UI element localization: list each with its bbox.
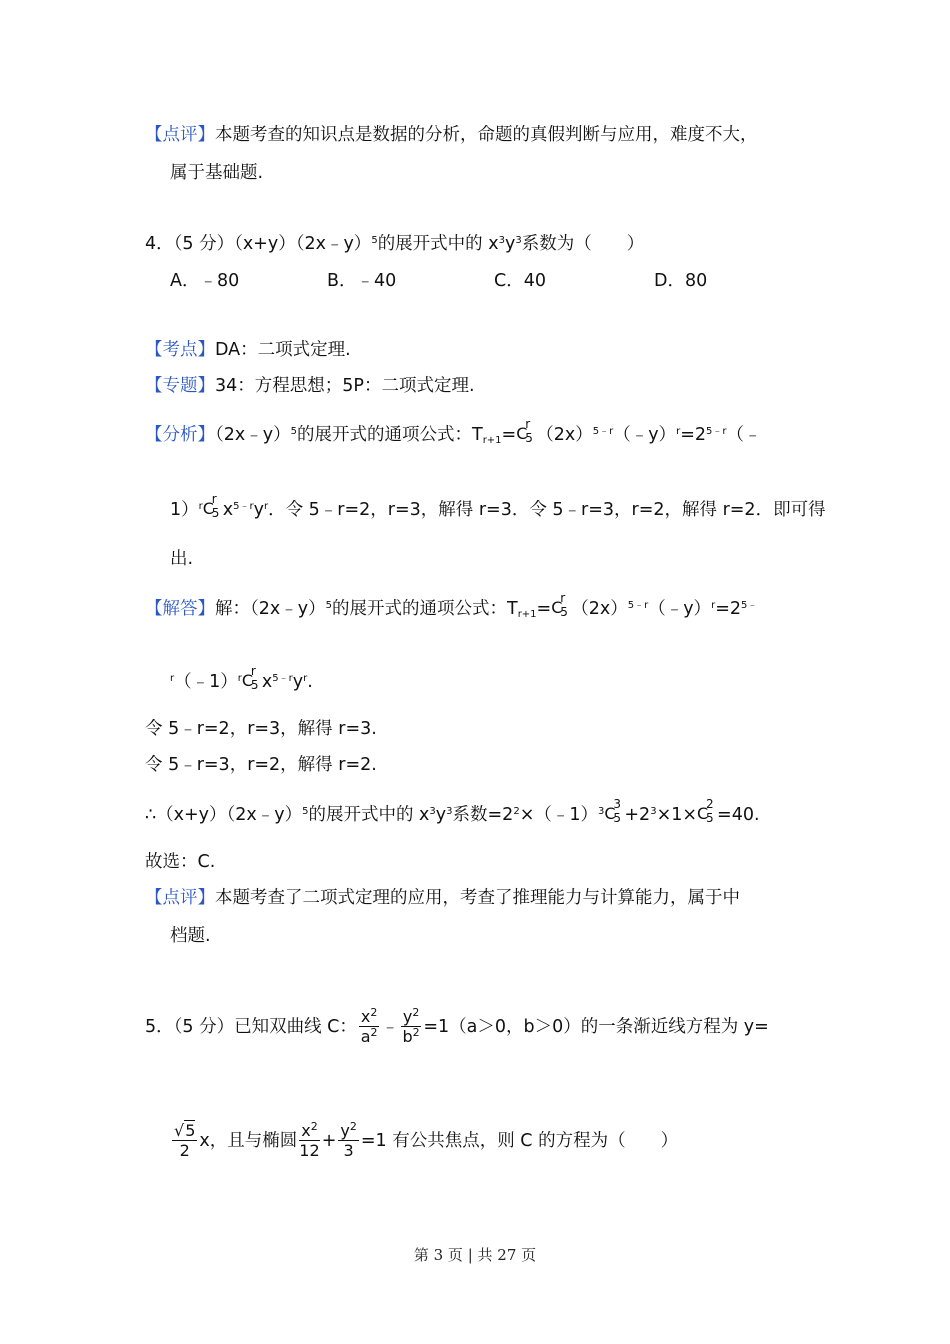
q4-fenxi-line3: 出. — [170, 549, 194, 569]
q3-comment-line1 — [145, 122, 758, 148]
q4-jieda-line2: $^r$（﹣1）$^r$ C r 5 $x^{5﹣r}y^r$. — [170, 664, 313, 692]
comment-tag: 【点评】 — [145, 125, 215, 145]
q4-zhuanti: 【专题】34：方程思想；5P：二项式定理. — [145, 376, 475, 396]
q4-dianping-line2: 档题. — [170, 926, 211, 946]
q4-jieda-line1: 【解答】解：（2x﹣y）$^5$的展开式的通项公式：$T_{r+1}=$ C r 5 $(2x)^{5﹣r}(﹣y)^r=2^{5﹣}$ — [145, 591, 758, 620]
binomial-symbol: C r 5 — [516, 417, 533, 445]
fraction-x2-a2: $\frac{x^2}{a^2}$ — [360, 1005, 378, 1046]
q4-kaodian: 【考点】DA：二项式定理. — [145, 340, 351, 360]
binomial-symbol: C 2 5 — [697, 797, 714, 825]
fraction-sqrt5-2: $\frac{√5}{2}$ — [174, 1120, 196, 1160]
binomial-symbol: C r 5 — [551, 591, 568, 619]
q5-stem-line1: 5．（5 分）已知双曲线 C： $\frac{x^2}{a^2}$ ﹣ $\frac{y^2}{b^2}$ =1（a＞0，b＞0）的一条渐近线方程为 y= — [145, 1005, 769, 1046]
q4-stem: 4．（5 分）（x+y）（2x﹣y）$^5$的展开式中的 $x^3y^3$系数为（ ） — [145, 234, 645, 254]
comment-text: 本题考查的知识点是数据的分析，命题的真假判断与应用，难度不大， — [215, 125, 758, 145]
option-a: A．﹣80 — [170, 271, 240, 291]
q4-fenxi-line1: 【分析】（2x﹣y）$^5$的展开式的通项公式：$T_{r+1}=$ C r 5 $(2x)^{5﹣r}(﹣y)^r=2^{5﹣r}(﹣$ — [145, 417, 762, 446]
fraction-y2-3: $\frac{y^2}{3}$ — [340, 1119, 357, 1160]
page-footer: 第 3 页 | 共 27 页 — [413, 1246, 537, 1264]
q4-options — [0, 268, 950, 294]
binomial-symbol: C 3 5 — [604, 797, 622, 825]
q4-fenxi-line2: 1）$^r$ C r 5 $x^{5﹣r}y^r$．令 5﹣r=2，r=3，解得 r=3．令 5﹣r=3，r=2，解得 r=2．即可得 — [170, 492, 826, 520]
binomial-symbol: C r 5 — [202, 492, 220, 520]
option-b: B．﹣40 — [327, 271, 397, 291]
q3-comment-line2: 属于基础题. — [170, 163, 264, 183]
q4-dianping-line1: 【点评】本题考查了二项式定理的应用，考查了推理能力与计算能力，属于中 — [145, 888, 740, 908]
option-d: D．80 — [654, 271, 708, 291]
fraction-x2-12: $\frac{x^2}{12}$ — [299, 1119, 320, 1160]
q4-solve-r3: 令 5﹣r=2，r=3，解得 r=3. — [145, 719, 377, 739]
q4-choice: 故选：C. — [145, 852, 216, 872]
q4-solve-r2: 令 5﹣r=3，r=2，解得 r=2. — [145, 755, 377, 775]
option-c: C．40 — [494, 271, 546, 291]
q5-stem-line2: $\frac{√5}{2}$ x，且与椭圆 $\frac{x^2}{12}$ + $\frac{y^2}{3}$ =1 有公共焦点，则 C 的方程为（ ） — [174, 1119, 679, 1160]
binomial-symbol: C r 5 — [241, 664, 259, 692]
fraction-y2-b2: $\frac{y^2}{b^2}$ — [402, 1005, 420, 1046]
q4-conclusion: ∴（x+y）（2x﹣y）$^5$的展开式中的 $x^3y^3$系数$=2^2\times(﹣1)^3$ C 3 5 $+2^3\times 1\times$ C 2 5 =40. — [145, 797, 760, 825]
